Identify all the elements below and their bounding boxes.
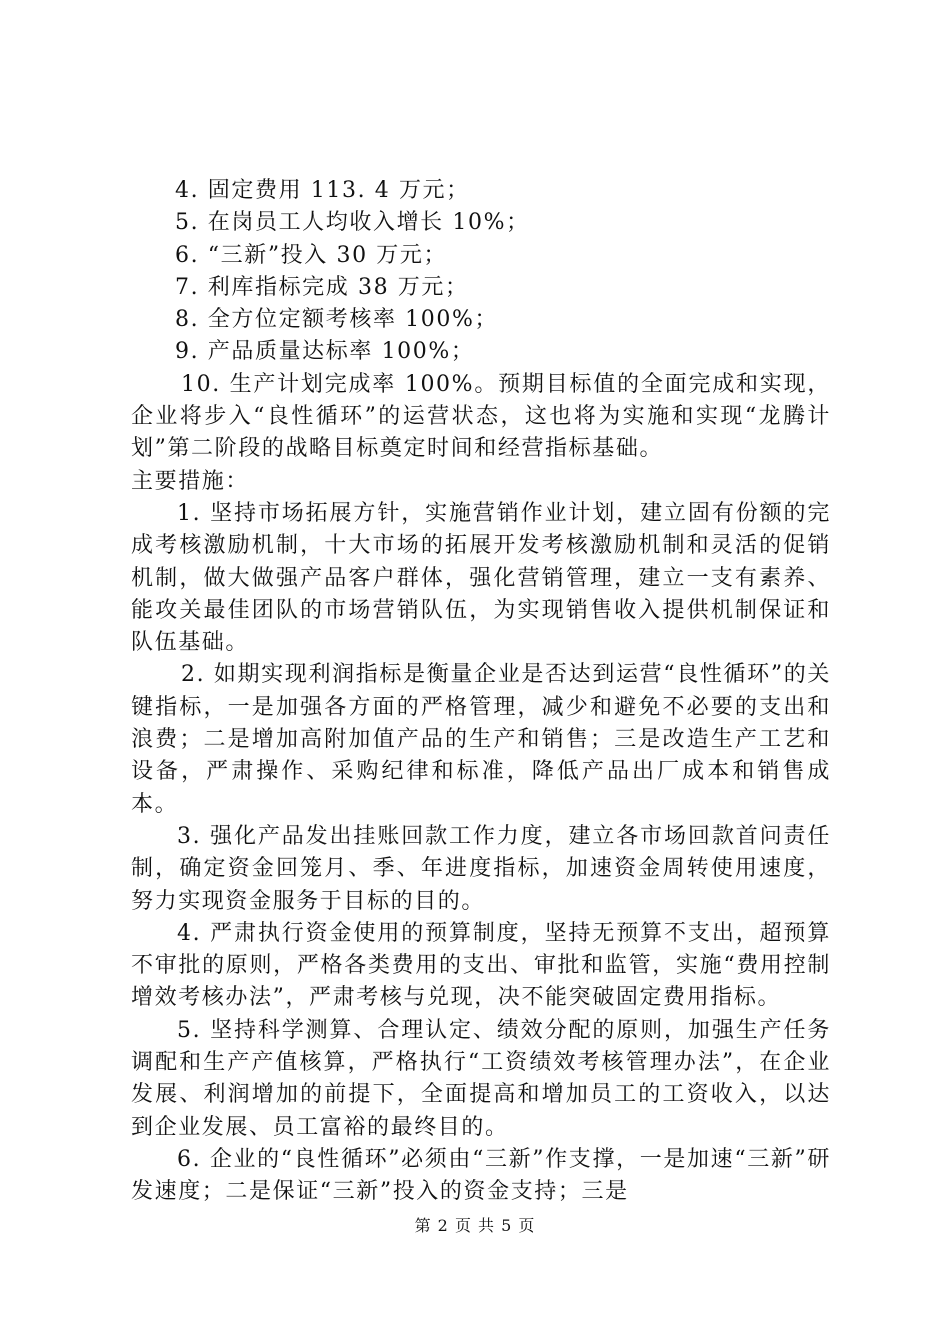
paragraph: 5. 坚持科学测算、合理认定、绩效分配的原则，加强生产任务调配和生产产值核算，严格执行“工资绩效考核管理办法”，在企业发展、利润增加的前提下，全面提高和增加员工的工资收入，以达到企业发展、员工富裕的最终目的。	[131, 1017, 831, 1140]
paragraph: 10. 生产计划完成率 100%。预期目标值的全面完成和实现，企业将步入“良性循环”的运营状态，这也将为实施和实现“龙腾计划”第二阶段的战略目标奠定时间和经营指标基础。	[131, 371, 831, 462]
paragraph: 3. 强化产品发出挂账回款工作力度，建立各市场回款首问责任制，确定资金回笼月、季、年进度指标，加速资金周转使用速度，努力实现资金服务于目标的目的。	[131, 823, 831, 914]
paragraph: 8. 全方位定额考核率 100%；	[175, 307, 499, 333]
paragraph: 5. 在岗员工人均收入增长 10%；	[175, 210, 530, 236]
paragraph: 4. 严肃执行资金使用的预算制度，坚持无预算不支出，超预算不审批的原则，严格各类费用的支出、审批和监管，实施“费用控制增效考核办法”，严肃考核与兑现，决不能突破固定费用指标。	[131, 920, 831, 1011]
paragraph: 6. “三新”投入 30 万元；	[175, 242, 448, 268]
paragraph: 1. 坚持市场拓展方针，实施营销作业计划，建立固有份额的完成考核激励机制，十大市场的拓展开发考核激励机制和灵活的促销机制，做大做强产品客户群体，强化营销管理，建立一支有素养、能攻关最佳团队的市场营销队伍，为实现销售收入提供机制保证和队伍基础。	[131, 500, 831, 656]
paragraph: 9. 产品质量达标率 100%；	[175, 339, 475, 365]
paragraph: 4. 固定费用 113. 4 万元；	[175, 178, 470, 203]
body-text	[131, 175, 831, 1209]
paragraph: 2. 如期实现利润指标是衡量企业是否达到运营“良性循环”的关键指标，一是加强各方面的严格管理，减少和避免不必要的支出和浪费；二是增加高附加值产品的生产和销售；三是改造生产工艺和设备，严肃操作、采购纪律和标准，降低产品出厂成本和销售成本。	[131, 662, 831, 817]
paragraph: 6. 企业的“良性循环”必须由“三新”作支撑，一是加速“三新”研发速度；二是保证“三新”投入的资金支持；三是	[131, 1146, 831, 1205]
paragraph: 7. 利库指标完成 38 万元；	[175, 274, 469, 300]
section-heading: 主要措施：	[131, 468, 250, 494]
page-number-footer: 第 2 页 共 5 页	[414, 1216, 536, 1235]
